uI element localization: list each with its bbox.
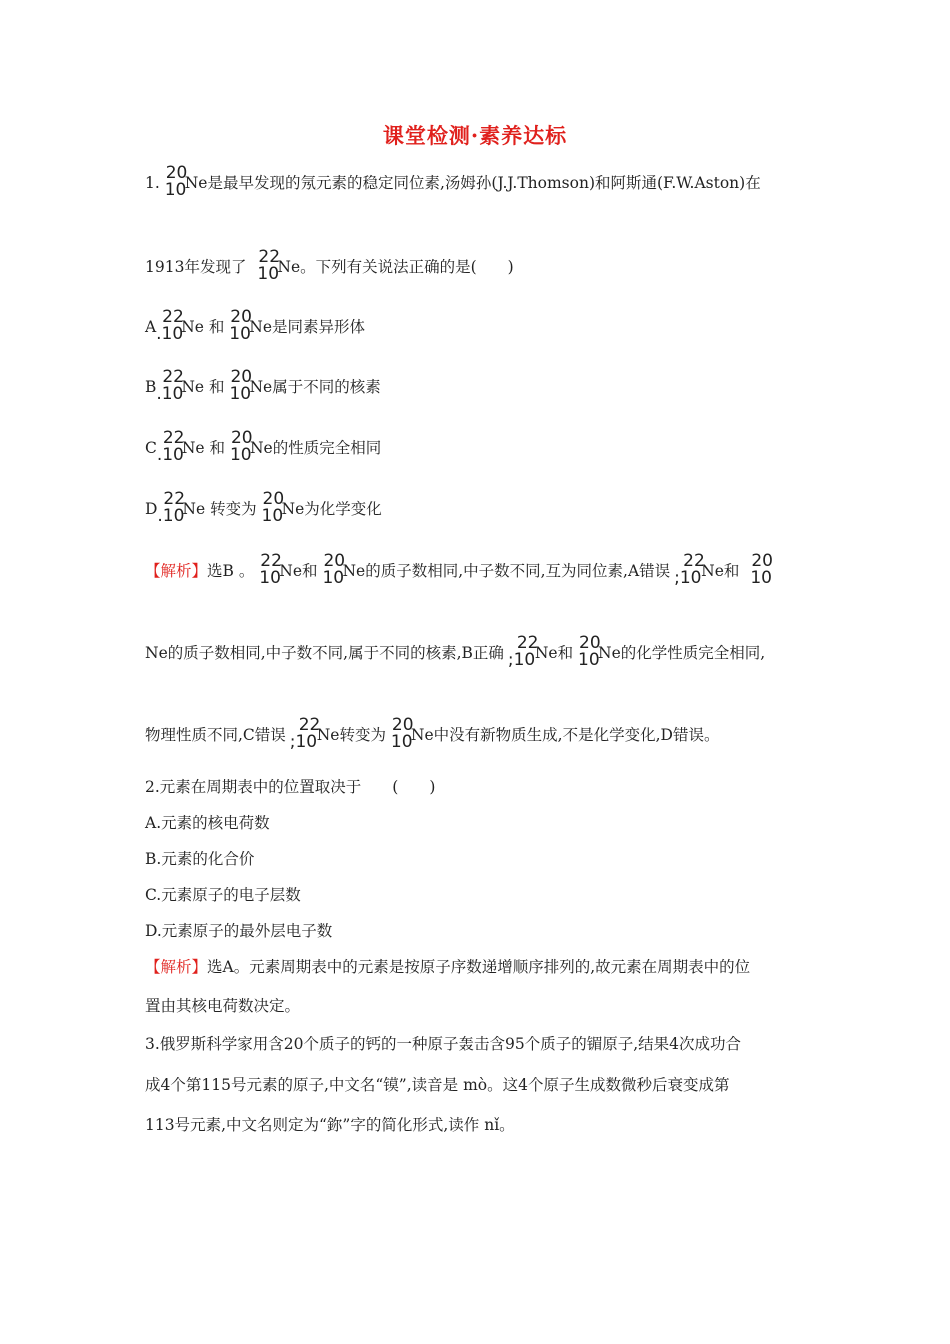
nuclide-ne22: 22 .10 xyxy=(156,428,185,465)
q3-line-3: 113号元素,中文名则定为“鉨”字的简化形式,读作 nǐ。 xyxy=(145,1116,515,1134)
q1-option-b[interactable]: B 22 .10 Ne 和 20 10 Ne属于不同的核素 xyxy=(145,367,381,404)
q1-option-c[interactable]: C 22 .10 Ne 和 20 10 Ne的性质完全相同 xyxy=(145,428,382,465)
nuclide-ne22: 22 ;10 xyxy=(507,633,539,670)
q2-analysis-line-2: 置由其核电荷数决定。 xyxy=(145,997,301,1015)
q1-analysis-line-3: 物理性质不同,C错误 22 ;10 Ne转变为 20 10 Ne中没有新物质生成,不是化学变化,D错误。 xyxy=(145,715,720,752)
nuclide-ne22: 22 .10 xyxy=(156,367,184,404)
q3-line-2: 成4个第115号元素的原子,中文名“镆”,读音是 mò。这4个原子生成数微秒后衰变成第 xyxy=(145,1076,730,1094)
q1-analysis-line-1: 【解析】选B 。 22 10 Ne和 20 10 Ne的质子数相同,中子数不同,互为同位素,A错误 22 ;10 Ne和 20 10 xyxy=(145,551,773,588)
nuclide-ne20: 20 10 xyxy=(390,715,414,752)
nuclide-ne22: 22 .10 xyxy=(156,307,184,344)
q2-option-d[interactable]: D.元素原子的最外层电子数 xyxy=(145,922,333,940)
nuclide-ne22: 22 .10 xyxy=(157,489,186,526)
q1-analysis-line-2: Ne的质子数相同,中子数不同,属于不同的核素,B正确 22 ;10 Ne和 20 10 Ne的化学性质完全相同, xyxy=(145,633,766,670)
nuclide-ne22: 22 10 xyxy=(257,247,281,284)
q2-option-c[interactable]: C.元素原子的电子层数 xyxy=(145,886,301,904)
q2-option-b[interactable]: B.元素的化合价 xyxy=(145,850,255,868)
q2-option-a[interactable]: A.元素的核电荷数 xyxy=(145,814,270,832)
nuclide-ne22: 22 ;10 xyxy=(674,551,705,588)
nuclide-ne22: 22 10 xyxy=(259,551,282,588)
q2-analysis-line-1: 【解析】选A。元素周期表中的元素是按原子序数递增顺序排列的,故元素在周期表中的位 xyxy=(145,958,751,976)
nuclide-ne20: 20 10 xyxy=(229,428,253,465)
nuclide-ne20: 20 10 xyxy=(322,551,346,588)
page-title: 课堂检测·素养达标 xyxy=(382,123,568,148)
q1-line-1: 1. 20 10 Ne是最早发现的氖元素的稳定同位素,汤姆孙(J.J.Thomson)和阿斯通(F.W.Aston)在 xyxy=(145,163,761,200)
nuclide-ne20: 20 10 xyxy=(229,307,252,344)
nuclide-ne22: 22 ;10 xyxy=(289,715,321,752)
q3-line-1: 3.俄罗斯科学家用含20个质子的钙的一种原子轰击含95个质子的镅原子,结果4次成功合 xyxy=(145,1035,742,1053)
q1-line-2: 1913年发现了 22 10 Ne。下列有关说法正确的是( ) xyxy=(145,247,514,284)
q1-option-a[interactable]: A 22 .10 Ne 和 20 10 Ne是同素异形体 xyxy=(145,307,366,344)
q2-stem: 2.元素在周期表中的位置取决于 ( ) xyxy=(145,778,436,796)
q1-option-d[interactable]: D 22 .10 Ne 转变为 20 10 Ne为化学变化 xyxy=(145,489,382,526)
analysis-tag: 【解析】 xyxy=(145,562,208,580)
nuclide-ne20: 20 10 xyxy=(750,551,773,588)
nuclide-ne20: 20 10 xyxy=(229,367,253,404)
analysis-tag: 【解析】 xyxy=(145,958,208,976)
nuclide-ne20: 20 10 xyxy=(164,163,188,200)
nuclide-ne20: 20 10 xyxy=(578,633,601,670)
nuclide-ne20: 20 10 xyxy=(261,489,285,526)
